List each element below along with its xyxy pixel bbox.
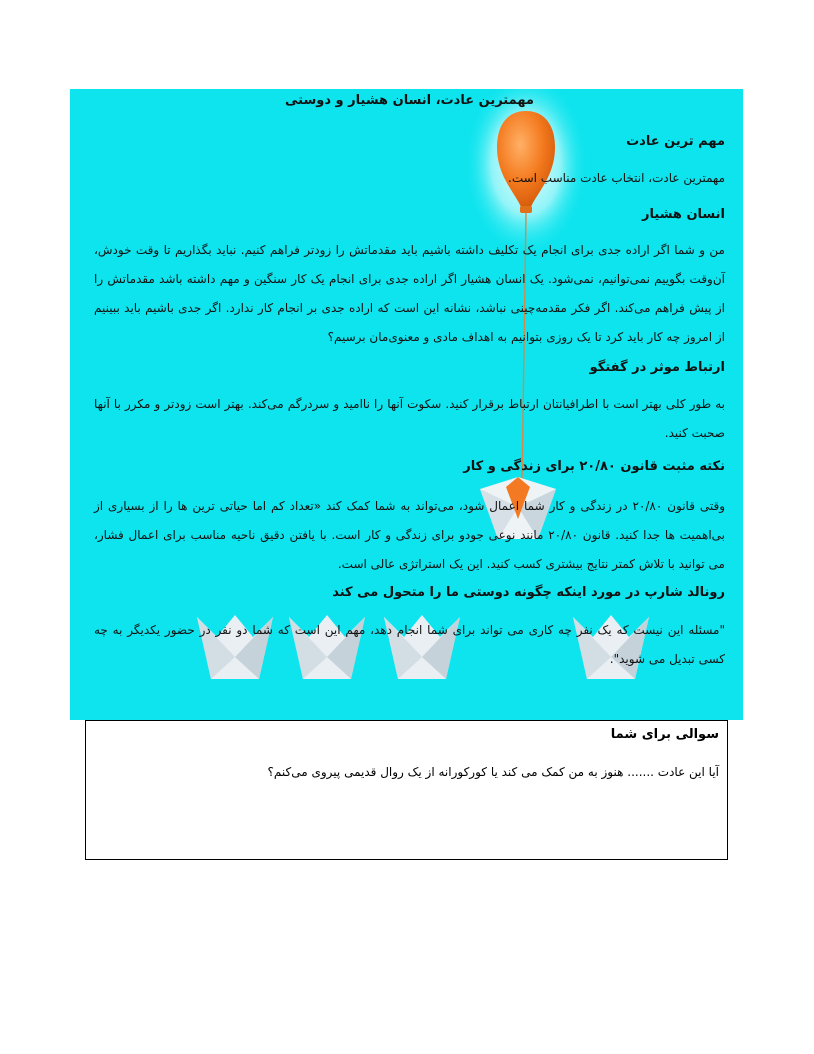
content-panel bbox=[70, 89, 743, 720]
question-text: آیا این عادت ....... هنوز به من کمک می کند یا کورکورانه از یک روال قدیمی پیروی می‌کنم؟ bbox=[267, 765, 719, 779]
question-title: سوالی برای شما bbox=[610, 727, 719, 742]
section-text: وقتی قانون ۲۰/۸۰ در زندگی و کار شما اعمال شود، می‌تواند به شما کمک کند «تعداد کم اما حیاتی ترین ها را از بسیاری از بی‌اهمیت ها جدا کنید. قانون ۲۰/۸۰ مانند نوعی جودو برای زندگی و کار است. با یافتن دقیق ناحیه مناسب برای اعمال فشار، می توانید با تلاش کمتر نتایج بیشتری کسب کنید. این یک استراتژی عالی است. bbox=[94, 499, 726, 571]
section-heading: مهم ترین عادت bbox=[626, 134, 725, 149]
section-text: مهمترین عادت، انتخاب عادت مناسب است. bbox=[508, 171, 725, 185]
section-heading: رونالد شارپ در مورد اینکه چگونه دوستی ما را متحول می کند bbox=[332, 585, 725, 600]
section-heading: ارتباط موثر در گفتگو bbox=[589, 360, 725, 375]
section-heading: انسان هشیار bbox=[642, 207, 725, 222]
balloon-knot bbox=[520, 206, 532, 213]
page-title: مهمترین عادت، انسان هشیار و دوستی bbox=[285, 93, 534, 108]
section-text: "مسئله این نیست که یک نفر چه کاری می تواند برای شما انجام دهد، مهم این است که شما دو نفر در حضور یکدیگر به چه کسی تبدیل می شوید". bbox=[94, 623, 725, 666]
section-text: من و شما اگر اراده جدی برای انجام یک تکلیف داشته باشیم باید مقدماتش را زودتر فراهم کنیم. نباید بگذاریم تا وقت خودش، آن‌وقت بگوییم نمی‌توانیم، نمی‌شود. یک انسان هشیار اگر اراده جدی برای انجام یک کار سنگین و مهم داشته باشد مقدماتش را از پیش فراهم می‌کند. اگر فکر مقدمه‌چینی نباشد، نشانه این است که اراده جدی بر انجام کار ندارد. اگر جدی باشیم باید ببینیم از امروز چه کار باید کرد تا یک روزی بتوانیم به اهداف مادی و معنوی‌مان برسیم؟ bbox=[94, 243, 725, 344]
question-box bbox=[85, 720, 728, 860]
section-text: به طور کلی بهتر است با اطرافیانتان ارتباط برقرار کنید. سکوت آنها را ناامید و سردرگم می‌کند. بهتر است زودتر و مکرر با آنها صحبت کنید. bbox=[94, 397, 725, 440]
section-heading: نکته مثبت قانون ۲۰/۸۰ برای زندگی و کار bbox=[463, 459, 725, 474]
